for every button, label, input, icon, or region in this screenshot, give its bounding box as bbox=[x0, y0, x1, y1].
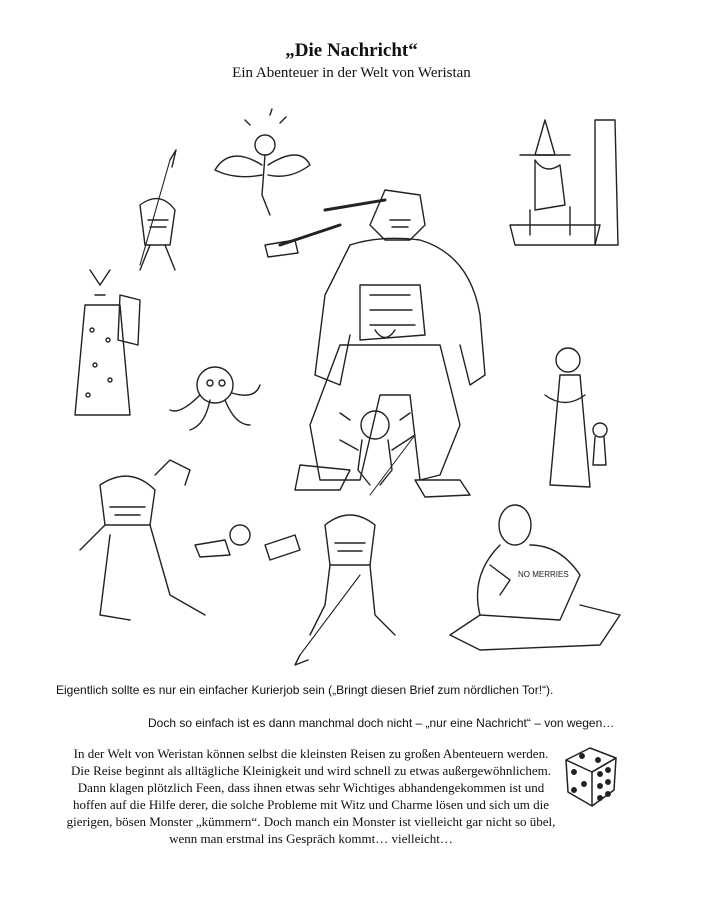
spear-goblin-figure bbox=[140, 150, 176, 270]
brute-goblin-figure bbox=[80, 460, 205, 620]
sitting-creature-figure bbox=[450, 505, 620, 650]
goblin-figure bbox=[340, 411, 415, 495]
scattered-items bbox=[195, 525, 300, 560]
body-paragraph: In der Welt von Weristan können selbst die kleinsten Reisen zu großen Abenteuern werden. Die Reise beginnt als alltägliche Kleinigkeit und wird schnell zu etwas außergewöhnlichem. Dann klagen plötzlich Feen, dass ihnen etwas sehr Wichtiges abhandengekommen ist und hoffen auf die Hilfe derer, die solche Probleme mit Witz und Charme lösen und sich um die gierigen, bösen Monster „kümmern“. Doch manch ein Monster ist vielleicht gar nicht so übel, wenn man erstmal ins Gespräch kommt… vielleicht… bbox=[66, 746, 556, 846]
woman-figure bbox=[545, 348, 607, 487]
wizard-figure bbox=[510, 120, 618, 245]
monster-illustration bbox=[40, 95, 670, 670]
ogre-figure bbox=[265, 190, 485, 497]
intro-text: Eigentlich sollte es nur ein einfacher Kurierjob sein („Bringt diesen Brief zum nördlichen Tor!“). bbox=[56, 683, 554, 697]
fairy-figure bbox=[215, 109, 310, 215]
page-title: „Die Nachricht“ bbox=[285, 40, 418, 61]
page-subtitle: Ein Abenteuer in der Welt von Weristan bbox=[232, 65, 471, 81]
grinning-goblin-figure bbox=[295, 515, 395, 665]
robed-figure bbox=[75, 270, 140, 415]
sign-text: NO MERRIES bbox=[518, 570, 569, 579]
dice-icon bbox=[560, 742, 622, 810]
octopus-figure bbox=[170, 367, 260, 430]
teaser-text: Doch so einfach ist es dann manchmal doch nicht – „nur eine Nachricht“ – von wegen… bbox=[148, 716, 615, 730]
